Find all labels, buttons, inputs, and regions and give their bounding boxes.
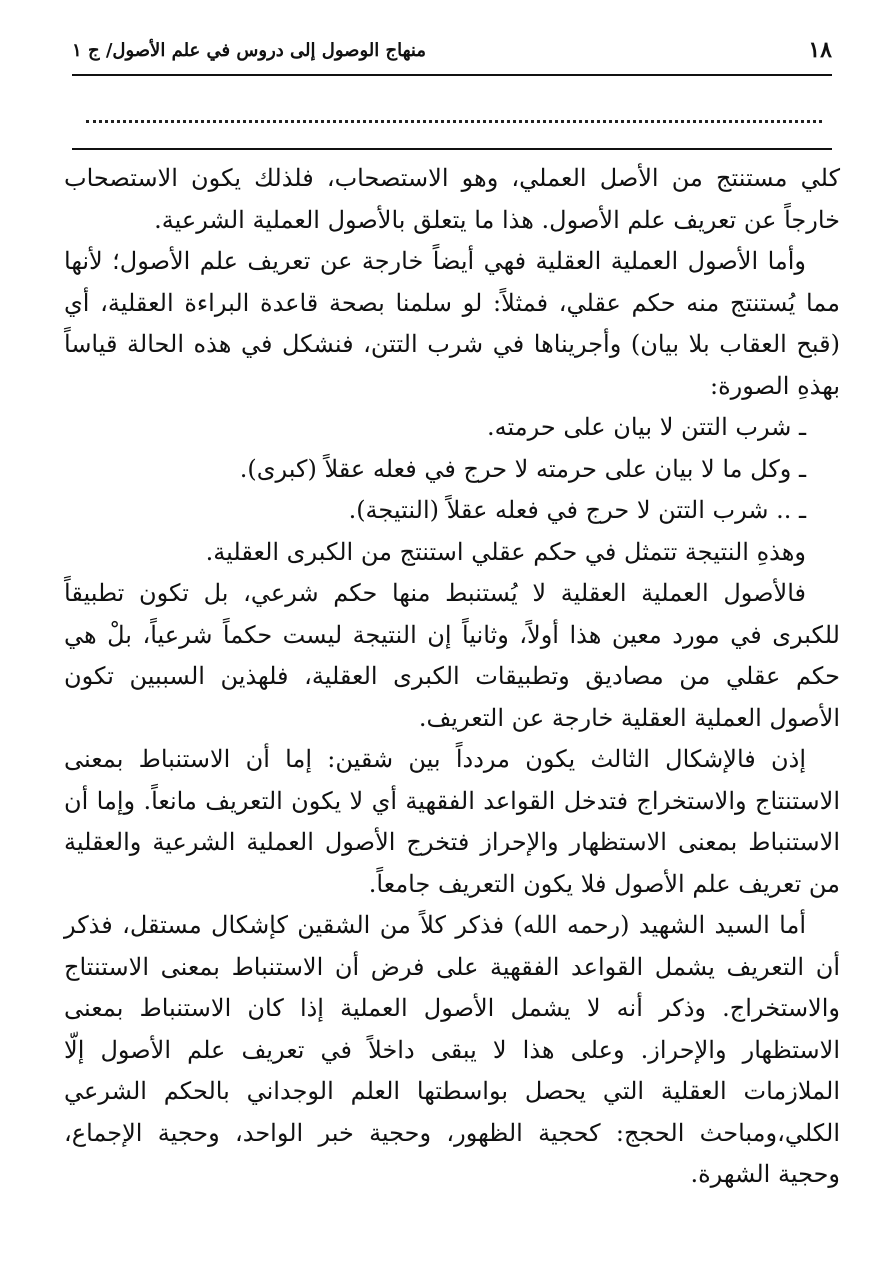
paragraph: وأما الأصول العملية العقلية فهي أيضاً خارجة عن تعريف علم الأصول؛ لأنها مما يُستنتج منه حكم عقلي، فمثلاً: لو سلمنا بصحة قاعدة البراءة العقلية، أي (قبح العقاب بلا بيان) وأجريناها في شرب التتن، فنشكل في هذه الحالة قياساً بهذهِ الصورة: xyxy=(64,247,840,400)
header-rule xyxy=(72,74,832,76)
running-title: منهاج الوصول إلى دروس في علم الأصول/ ج ١ xyxy=(72,39,426,61)
paragraph: أما السيد الشهيد (رحمه الله) فذكر كلاً من الشقين كإشكال مستقل، فذكر أن التعريف يشمل القواعد الفقهية على فرض أن الاستنباط بمعنى الاستنتاج والاستخراج. وذكر أنه لا يشمل الأصول العملية إذا كان الاستنباط بمعنى الاستظهار والإحراز. وعلى هذا لا يبقى داخلاً في تعريف علم الأصول إلّا الملازمات العقلية التي يحصل بواسطتها العلم الوجداني بالحكم الشرعي الكلي،ومباحث الحجج: كحجية الظهور، وحجية خبر الواحد، وحجية الإجماع، وحجية الشهرة. xyxy=(64,911,840,1188)
list-item: ـ وكل ما لا بيان على حرمته لا حرج في فعله عقلاً (كبرى). xyxy=(239,454,806,483)
list-item: ـ شرب التتن لا بيان على حرمته. xyxy=(487,413,806,441)
section-rule xyxy=(72,148,832,150)
page-header xyxy=(72,30,832,70)
page-number: ١٨ xyxy=(808,37,832,63)
paragraph: كلي مستنتج من الأصل العملي، وهو الاستصحاب، فلذلك يكون الاستصحاب خارجاً عن تعريف علم الأصول. هذا ما يتعلق بالأصول العملية الشرعية. xyxy=(64,164,840,234)
paragraph: إذن فالإشكال الثالث يكون مردداً بين شقين: إما أن الاستنباط بمعنى الاستنتاج والاستخراج فتدخل القواعد الفقهية أي لا يكون التعريف مانعاً. وإما أن الاستنباط بمعنى الاستظهار والإحراز فتخرج الأصول العملية الشرعية والعقلية من تعريف علم الأصول فلا يكون التعريف جامعاً. xyxy=(64,745,840,898)
paragraph: فالأصول العملية العقلية لا يُستنبط منها حكم شرعي، بل تكون تطبيقاً للكبرى في مورد معين هذا أولاً، وثانياً إن النتيجة ليست حكماً شرعياً، بلْ هي حكم عقلي من مصاديق وتطبيقات الكبرى العقلية، فلهذين السببين تكون الأصول العملية العقلية خارجة عن التعريف. xyxy=(64,579,840,732)
paragraph: وهذهِ النتيجة تتمثل في حكم عقلي استنتج من الكبرى العقلية. xyxy=(205,537,806,566)
dotted-separator xyxy=(86,104,822,123)
body-text xyxy=(64,158,840,1196)
list-item: ـ .. شرب التتن لا حرج في فعله عقلاً (النتيجة). xyxy=(348,496,806,524)
